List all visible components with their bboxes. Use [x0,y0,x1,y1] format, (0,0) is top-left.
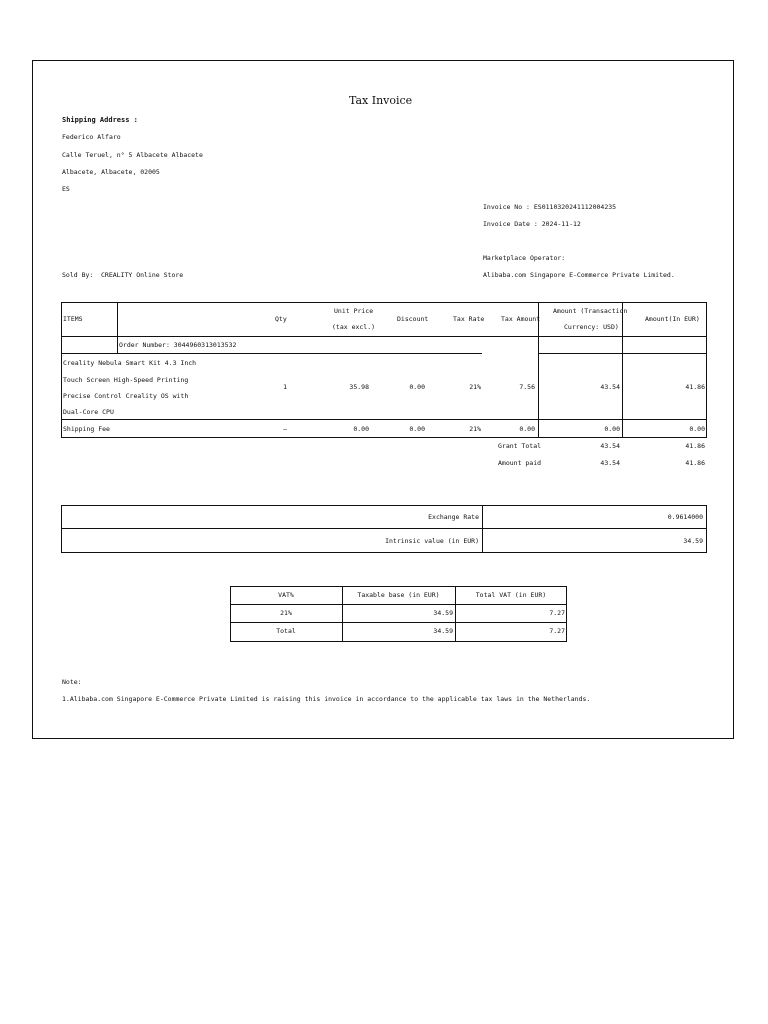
vat-row-total: 7.27 [549,609,565,617]
invoice-date: Invoice Date : 2024-11-12 [483,220,581,228]
item-tax-amount: 7.56 [519,383,535,391]
vat-total-base: 34.59 [433,627,453,635]
note-text: 1.Alibaba.com Singapore E-Commerce Private Limited is raising this invoice in accordance to the applicable tax laws in the Netherlands. [62,695,591,703]
item-tax-rate: 21% [469,383,481,391]
exchange-rate-value: 0.9614000 [667,513,703,521]
vat-header-total: Total VAT (in EUR) [475,591,547,599]
item-discount: 0.00 [409,383,425,391]
order-number: Order Number: 3044960313013532 [119,341,237,349]
shipping-address-label: Shipping Address : [62,116,138,124]
document-title: Tax Invoice [349,94,413,107]
operator-label: Marketplace Operator: [483,254,566,262]
vat-header-rate: VAT% [278,591,294,599]
intrinsic-value-amount: 34.59 [683,537,703,545]
header-amount-eur: Amount(In EUR) [645,315,700,323]
vat-header-base: Taxable base (in EUR) [357,591,440,599]
header-qty: Qty [275,315,287,323]
vat-row-base: 34.59 [433,609,453,617]
intrinsic-value-label: Intrinsic value (in EUR) [385,537,479,545]
header-discount: Discount [397,315,429,323]
grand-total-label: Grant Total [498,442,542,450]
item-desc-line1: Creality Nebula Smart Kit 4.3 Inch [63,359,197,367]
header-items: ITEMS [63,315,83,323]
amount-paid-label: Amount paid [498,459,542,467]
shipping-country: ES [62,185,70,193]
shipping-fee-label: Shipping Fee [63,425,110,433]
amount-paid-txn: 43.54 [600,459,620,467]
grand-total-txn: 43.54 [600,442,620,450]
item-amount-eur: 41.86 [685,383,705,391]
invoice-page [32,60,734,739]
item-desc-line2: Touch Screen High-Speed Printing [63,376,189,384]
vat-total-label: Total [276,627,296,635]
shipping-amount-eur: 0.00 [689,425,705,433]
shipping-amount-txn: 0.00 [604,425,620,433]
header-unit-price-sub: (tax excl.) [332,323,376,331]
note-label: Note: [62,678,82,686]
header-amount-txn-sub: Currency: USD) [564,323,619,331]
item-unit-price: 35.98 [349,383,369,391]
shipping-unit-price: 0.00 [353,425,369,433]
header-tax-rate: Tax Rate [453,315,485,323]
invoice-number: Invoice No : ES0110320241112004235 [483,203,617,211]
header-tax-amount: Tax Amount [501,315,541,323]
item-desc-line4: Dual-Core CPU [63,408,114,416]
vat-total-amount: 7.27 [549,627,565,635]
item-qty: 1 [283,383,287,391]
sold-by-label: Sold By: [62,271,94,279]
item-desc-line3: Precise Control Creality OS with [63,392,189,400]
header-amount-txn: Amount (Transaction [553,307,628,315]
shipping-name: Federico Alfaro [62,133,121,141]
shipping-street: Calle Teruel, n° 5 Albacete Albacete [62,151,203,159]
shipping-qty: – [283,425,287,433]
shipping-discount: 0.00 [409,425,425,433]
header-unit-price: Unit Price [334,307,374,315]
shipping-tax-amount: 0.00 [519,425,535,433]
sold-by-name: CREALITY Online Store [101,271,184,279]
shipping-tax-rate: 21% [469,425,481,433]
grand-total-eur: 41.86 [685,442,705,450]
item-amount-txn: 43.54 [600,383,620,391]
shipping-city: Albacete, Albacete, 02005 [62,168,160,176]
exchange-rate-label: Exchange Rate [428,513,479,521]
amount-paid-eur: 41.86 [685,459,705,467]
operator-name: Alibaba.com Singapore E-Commerce Private Limited. [483,271,675,279]
vat-row-rate: 21% [280,609,292,617]
